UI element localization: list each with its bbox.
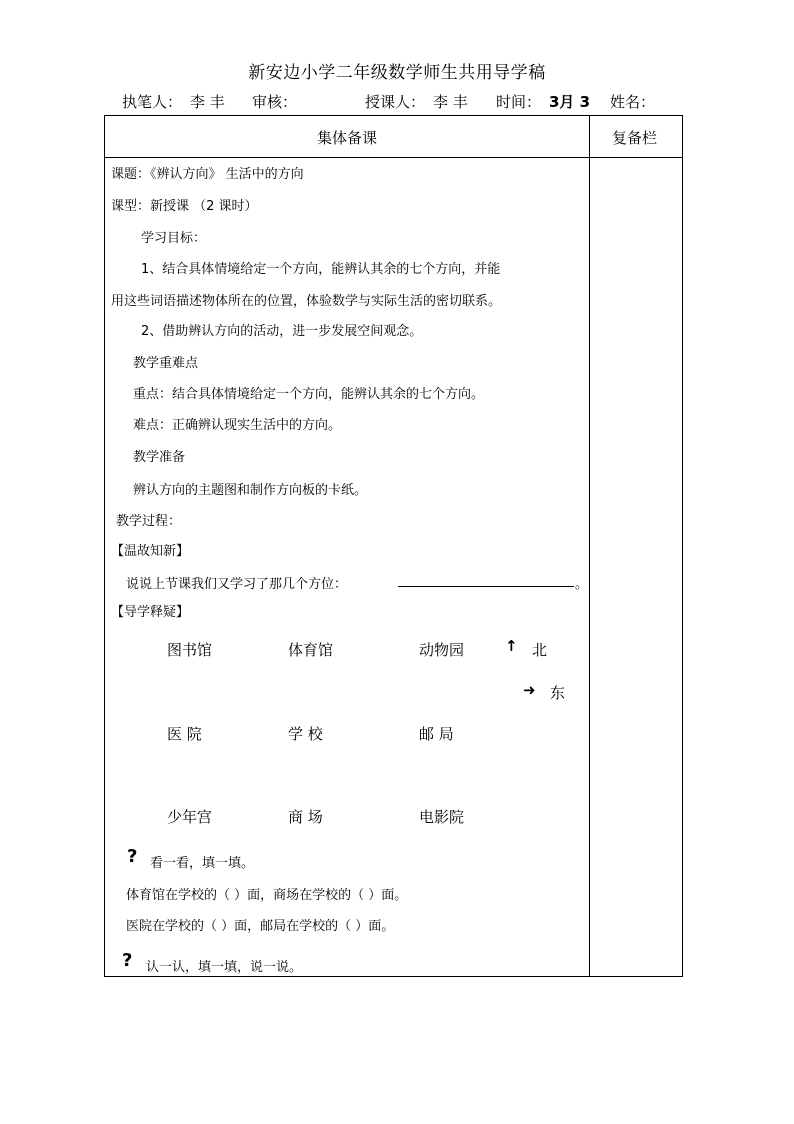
place-youth-palace: 少年宫	[167, 808, 213, 826]
topic-line: 课题：《辨认方向》 生活中的方向	[111, 167, 304, 182]
goal2-line: 2、借助辨认方向的活动，进一步发展空间观念。	[141, 324, 423, 339]
key-point: 重点：结合具体情境给定一个方向，能辨认其余的七个方向。	[133, 387, 485, 402]
key-heading: 教学重难点	[133, 356, 199, 371]
question-mark-icon: ?	[127, 846, 138, 867]
review-heading: 【温故知新】	[111, 544, 190, 559]
author-name: 李 丰	[190, 93, 225, 111]
teacher-label: 授课人：	[365, 93, 426, 111]
review-end: 。	[575, 577, 589, 592]
column-divider	[589, 115, 590, 977]
north-arrow-icon: ↑	[505, 637, 518, 655]
question-mark-icon: ?	[122, 950, 133, 971]
exercise1-line2: 医院在学校的（ ）面，邮局在学校的（ ）面。	[126, 919, 395, 934]
place-zoo: 动物园	[419, 641, 465, 659]
author-label: 执笔人：	[122, 93, 183, 111]
east-label: 东	[550, 684, 566, 702]
name-label: 姓名：	[610, 93, 656, 111]
exercise1-line1: 体育馆在学校的（ ）面，商场在学校的（ ）面。	[126, 888, 408, 903]
place-cinema: 电影院	[419, 808, 465, 826]
header-side: 复备栏	[612, 129, 658, 147]
place-school: 学 校	[288, 725, 323, 743]
place-mall: 商 场	[288, 808, 323, 826]
hard-point: 难点：正确辨认现实生活中的方向。	[133, 418, 342, 433]
place-post-office: 邮 局	[419, 725, 454, 743]
east-arrow-icon: ➜	[523, 681, 536, 699]
goal-heading: 学习目标：	[141, 231, 207, 246]
prep-text: 辨认方向的主题图和制作方向板的卡纸。	[133, 483, 368, 498]
goal1-line-b: 用这些词语描述物体所在的位置，体验数学与实际生活的密切联系。	[111, 294, 502, 309]
time-value: 3月 3	[549, 93, 591, 111]
time-label: 时间：	[496, 93, 542, 111]
goal1-line-a: 1、结合具体情境给定一个方向，能辨认其余的七个方向，并能	[141, 262, 501, 277]
reviewer-label: 审核：	[252, 93, 298, 111]
place-hospital: 医 院	[167, 725, 202, 743]
type-line: 课型：新授课 （2 课时）	[111, 199, 258, 214]
header-divider	[104, 157, 683, 158]
header-main: 集体备课	[317, 129, 378, 147]
review-question: 说说上节课我们又学习了那几个方位：	[126, 577, 348, 592]
process-heading: 教学过程：	[116, 514, 182, 529]
guide-heading: 【导学释疑】	[111, 605, 190, 620]
teacher-name: 李 丰	[433, 93, 468, 111]
exercise2-prompt: 认一认，填一填，说一说。	[146, 960, 303, 975]
page-title: 新安边小学二年级数学师生共用导学稿	[248, 63, 546, 83]
place-library: 图书馆	[167, 641, 213, 659]
place-gym: 体育馆	[288, 641, 334, 659]
prep-heading: 教学准备	[133, 450, 186, 465]
answer-blank	[398, 586, 574, 587]
exercise1-prompt: 看一看，填一填。	[150, 856, 255, 871]
north-label: 北	[532, 641, 548, 659]
